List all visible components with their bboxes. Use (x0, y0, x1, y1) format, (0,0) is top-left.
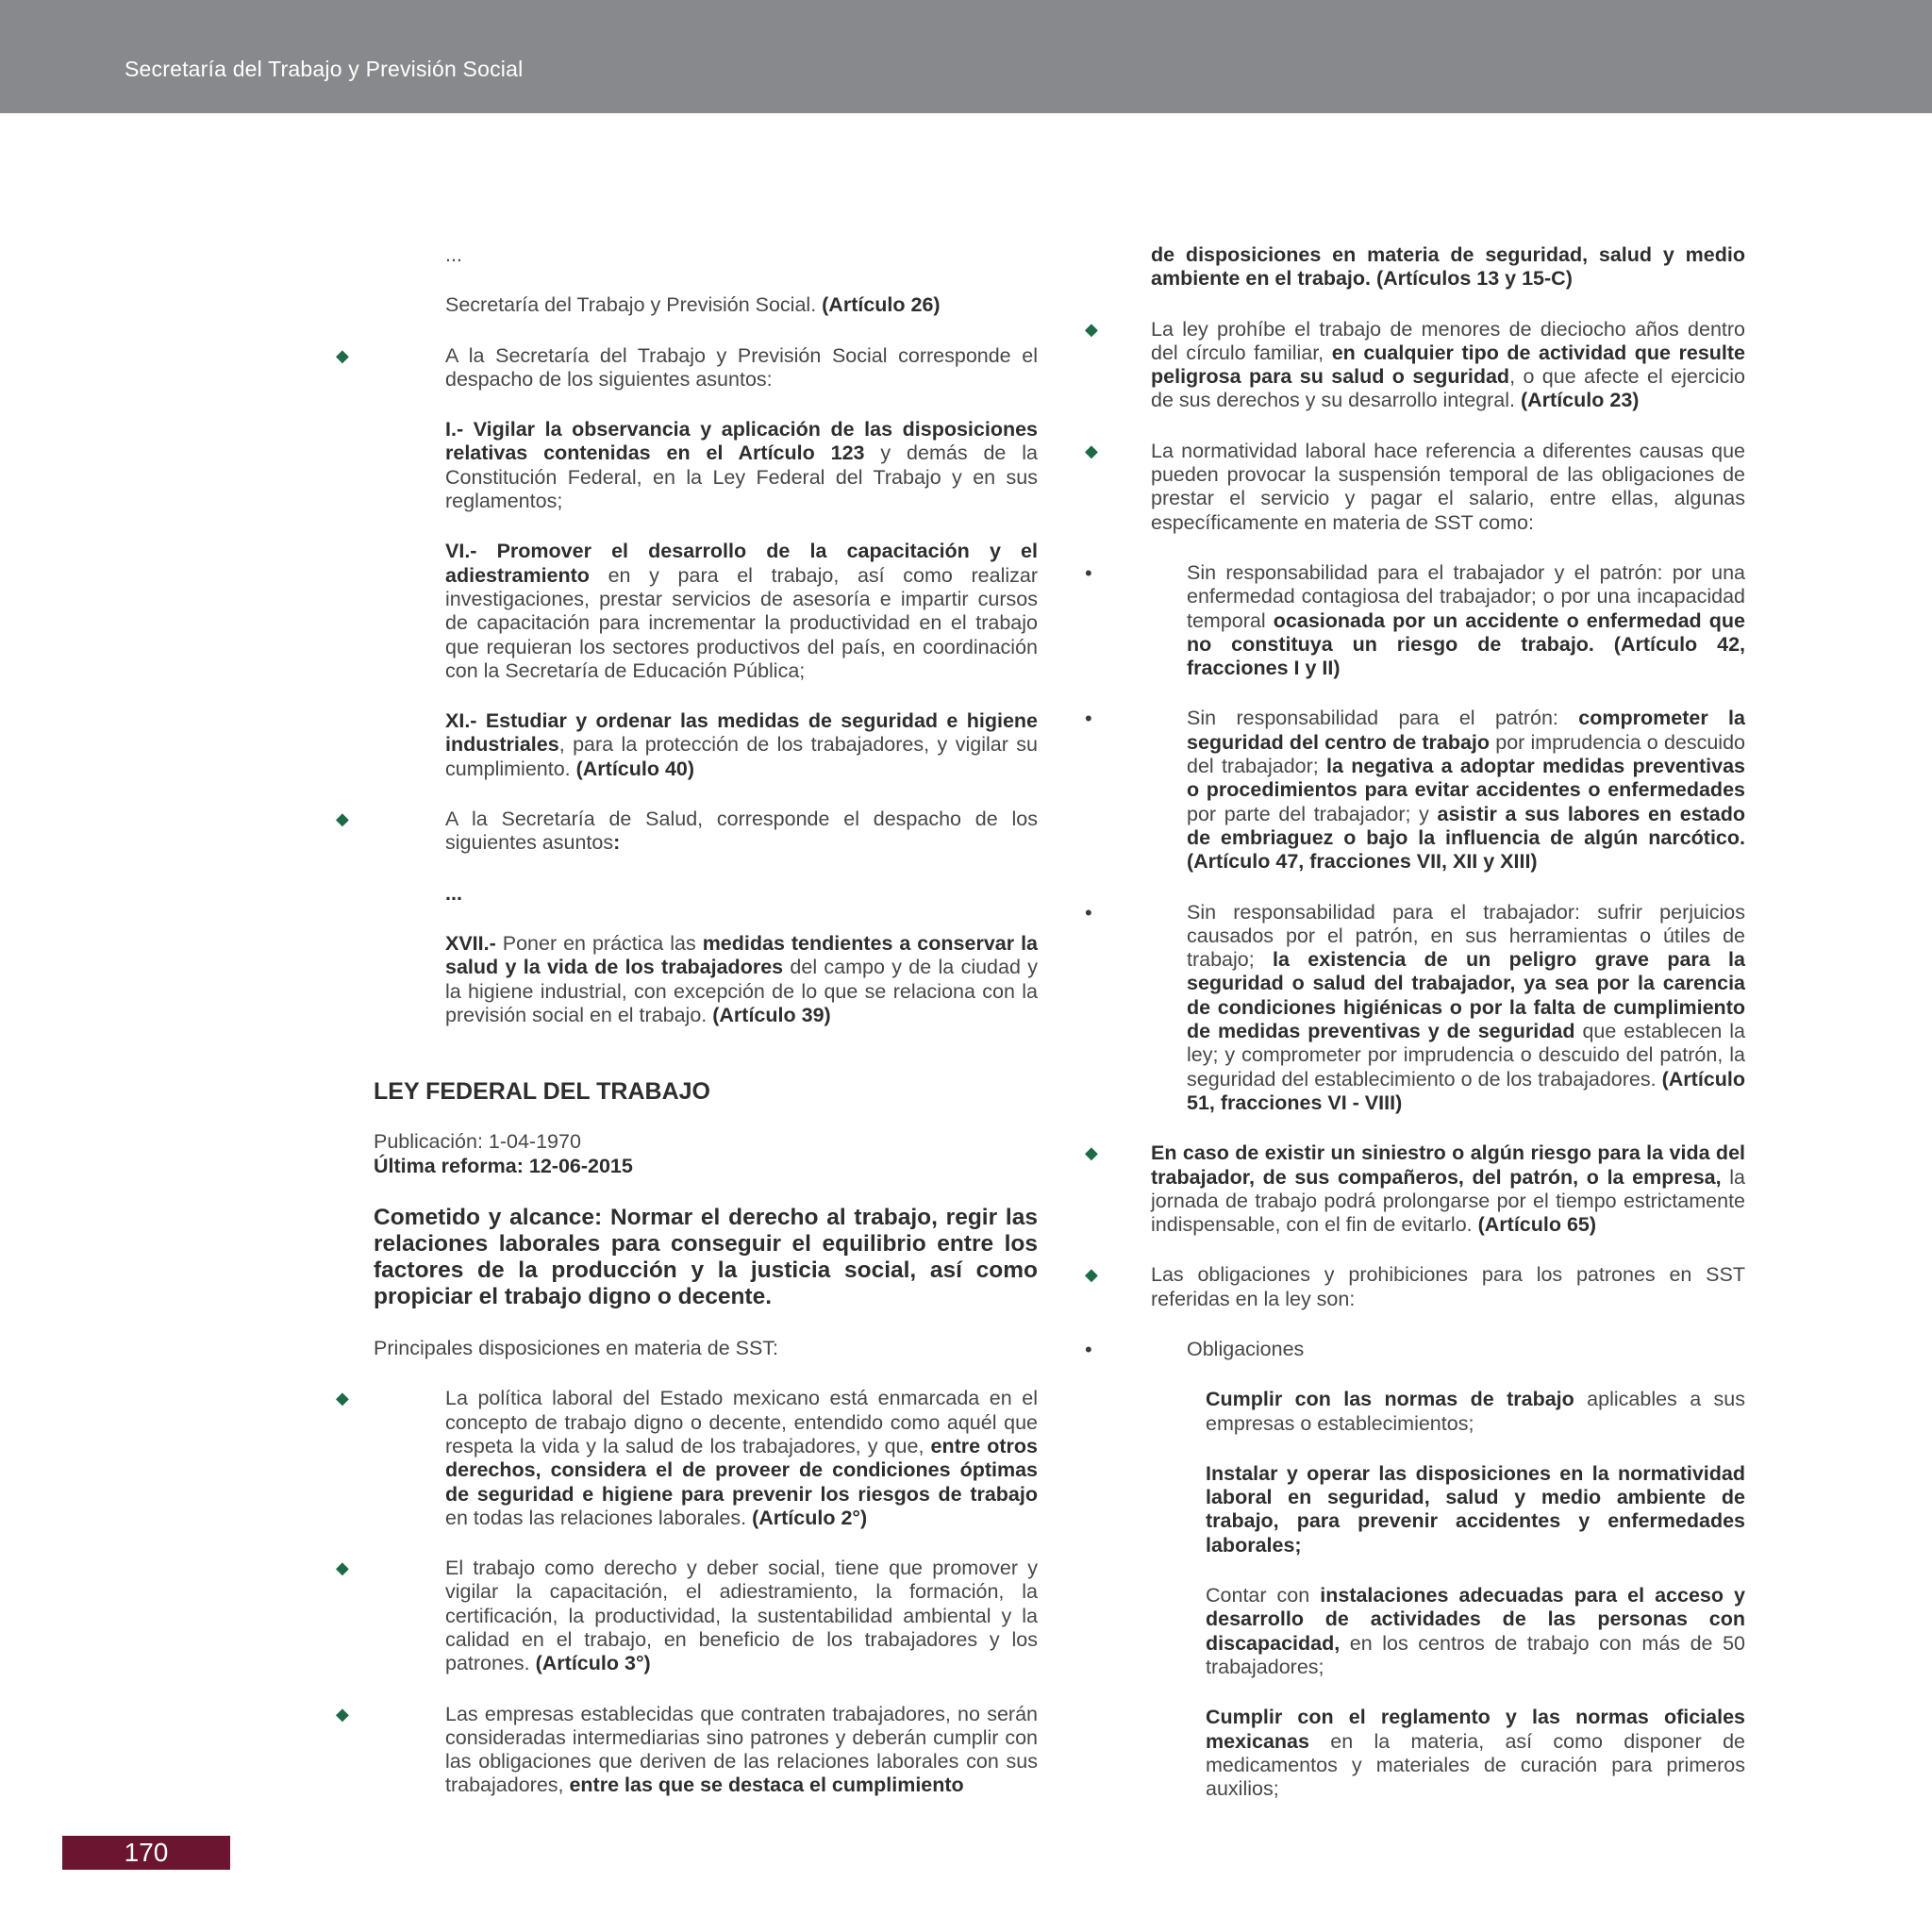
paragraph: VI.- Promover el desarrollo de la capacitación y el adiestramiento en y para el trabajo, así como realizar investigaciones, prestar servicios de asesoría e impartir cursos de capacitación para incrementar la productividad en el trabajo que requieran los sectores productivos del país, en coordinación con la Secretaría de Educación Pública; (445, 540, 1038, 682)
section-title: LEY FEDERAL DEL TRABAJO (374, 1078, 710, 1106)
header-title: Secretaría del Trabajo y Previsión Social (125, 57, 524, 81)
page-number: 170 (62, 1836, 230, 1870)
list-item: ◆ Las obligaciones y prohibiciones para los patrones en SST referidas en la ley son: (1123, 1263, 1745, 1311)
paragraph: XVII.- Poner en práctica las medidas tendientes a conservar la salud y la vida de los trabajadores del campo y de la ciudad y la higiene industrial, con excepción de lo que se relaciona con la previsión social en el trabajo. (Artículo 39) (445, 931, 1038, 1026)
list-item: ◆ La normatividad laboral hace referencia a diferentes causas que pueden provocar la suspensión temporal de las obligaciones de prestar el servicio y pagar el salario, entre ellas, algunas específicamente en materia de SST como: (1123, 440, 1745, 535)
list-item: ◆ La política laboral del Estado mexicano está enmarcada en el concepto de trabajo digno o decente, entendido como aquél que respeta la vida y la salud de los trabajadores, y que, entre otros derechos, considera el de proveer de condiciones óptimas de seguridad e higiene para prevenir los riesgos de trabajo en todas las relaciones laborales. (Artículo 2°) (374, 1387, 1038, 1530)
paragraph: Instalar y operar las disposiciones en la normatividad laboral en seguridad, salud y medio ambiente de trabajo, para prevenir accidentes y enfermedades laborales; (1206, 1461, 1745, 1557)
left-column (374, 243, 1038, 1798)
last-reform-date: Última reforma: 12-06-2015 (374, 1154, 633, 1177)
paragraph: Cumplir con las normas de trabajo aplicables a sus empresas o establecimientos; (1206, 1388, 1746, 1435)
paragraph: Principales disposiciones en materia de SST: (374, 1337, 779, 1360)
bullet-item: • Sin responsabilidad para el trabajador: sufrir perjuicios causados por el patrón, en sus herramientas o útiles de trabajo; la existencia de un peligro grave para la seguridad o salud del trabajador, ya sea por la carencia de condiciones higiénicas o por la falta de cumplimiento de medidas preventivas y de seguridad que establecen la ley; y comprometer por imprudencia o descuido del patrón, la seguridad del establecimiento o de los trabajadores. (Artículo 51, fracciones VI - VIII) (1123, 901, 1745, 1116)
ellipsis: ... (445, 881, 462, 905)
paragraph: de disposiciones en materia de seguridad, salud y medio ambiente en el trabajo. (Artículos 13 y 15-C) (1151, 243, 1745, 291)
page-header (0, 0, 1932, 113)
list-item: ◆ A la Secretaría del Trabajo y Previsión Social corresponde el despacho de los siguientes asuntos: (374, 344, 1038, 392)
list-item: ◆ Las empresas establecidas que contraten trabajadores, no serán consideradas intermediarias sino patrones y deberán cumplir con las obligaciones que deriven de las relaciones laborales con sus trabajadores, entre las que se destaca el cumplimiento (374, 1703, 1038, 1798)
bullet-item: • Obligaciones (1123, 1338, 1745, 1361)
paragraph: Cumplir con el reglamento y las normas oficiales mexicanas en la materia, así como disponer de medicamentos y materiales de curación para primeros auxilios; (1206, 1706, 1745, 1801)
paragraph: XI.- Estudiar y ordenar las medidas de seguridad e higiene industriales, para la protección de los trabajadores, y vigilar su cumplimiento. (Artículo 40) (445, 709, 1038, 780)
list-item: ◆ En caso de existir un siniestro o algún riesgo para la vida del trabajador, de sus compañeros, del patrón, o la empresa, la jornada de trabajo podrá prolongarse por el tiempo estrictamente indispensable, con el fin de evitarlo. (Artículo 65) (1123, 1141, 1745, 1237)
list-item: ◆ La ley prohíbe el trabajo de menores de dieciocho años dentro del círculo familiar, en cualquier tipo de actividad que resulte peligrosa para su salud o seguridad, o que afecte el ejercicio de sus derechos y su desarrollo integral. (Artículo 23) (1123, 318, 1745, 413)
right-column (1123, 243, 1745, 1801)
paragraph: Contar con instalaciones adecuadas para el acceso y desarrollo de actividades de las personas con discapacidad, en los centros de trabajo con más de 50 trabajadores; (1206, 1584, 1745, 1678)
list-item: ◆ A la Secretaría de Salud, corresponde el despacho de los siguientes asuntos: (374, 808, 1038, 856)
ellipsis: ... (445, 243, 462, 266)
scope-statement: Cometido y alcance: Normar el derecho al trabajo, regir las relaciones laborales para conseguir el equilibrio entre los factores de la producción y la justicia social, así como propiciar el trabajo digno o decente. (374, 1205, 1038, 1310)
publication-date: Publicación: 1-04-1970 (374, 1130, 581, 1154)
paragraph: I.- Vigilar la observancia y aplicación de las disposiciones relativas contenidas en el Artículo 123 y demás de la Constitución Federal, en la Ley Federal del Trabajo y en sus reglamentos; (445, 418, 1038, 513)
bullet-item: • Sin responsabilidad para el trabajador y el patrón: por una enfermedad contagiosa del trabajador; o por una incapacidad temporal ocasionada por un accidente o enfermedad que no constituya un riesgo de trabajo. (Artículo 42, fracciones I y II) (1123, 561, 1745, 680)
list-item: ◆ El trabajo como derecho y deber social, tiene que promover y vigilar la capacitación, el adiestramiento, la formación, la certificación, la productividad, la sustentabilidad ambiental y la calidad en el trabajo, en beneficio de los trabajadores y los patrones. (Artículo 3°) (374, 1557, 1038, 1675)
bullet-item: • Sin responsabilidad para el patrón: comprometer la seguridad del centro de trabajo por imprudencia o descuido del trabajador; la negativa a adoptar medidas preventivas o procedimientos para evitar accidentes o enfermedades por parte del trabajador; y asistir a sus labores en estado de embriaguez o bajo la influencia de algún narcótico. (Artículo 47, fracciones VII, XII y XIII) (1123, 707, 1745, 874)
paragraph: Secretaría del Trabajo y Previsión Social. (Artículo 26) (445, 293, 941, 317)
